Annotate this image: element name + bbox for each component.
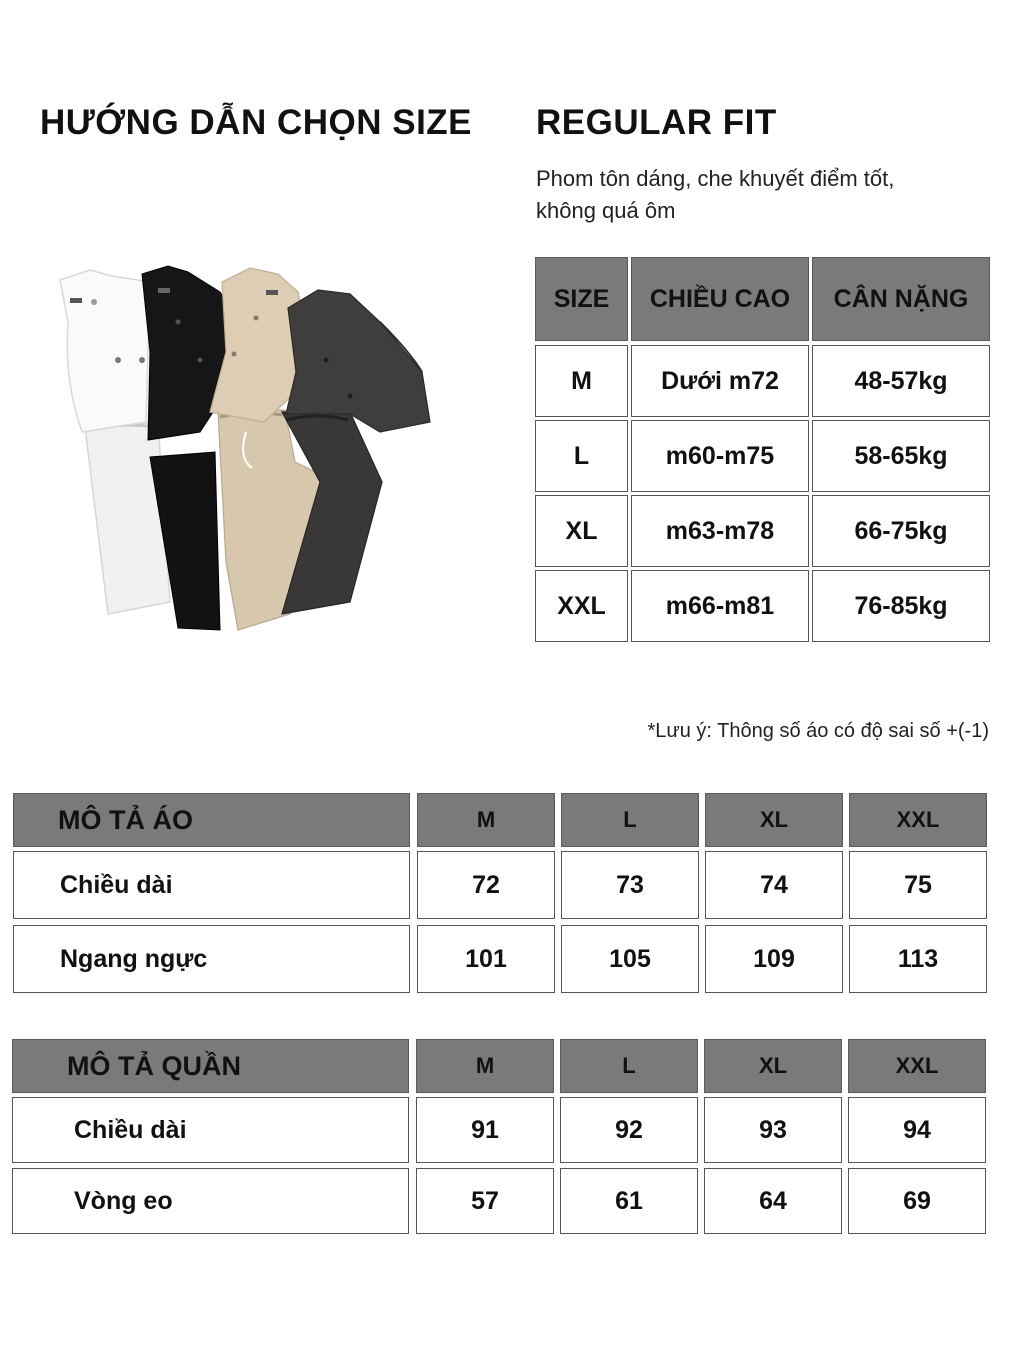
pants-table-cell: 64 (704, 1168, 842, 1234)
guide-title: HƯỚNG DẪN CHỌN SIZE (40, 103, 473, 142)
pants-table-header-size: XXL (848, 1039, 986, 1093)
size-table-header-size: SIZE (535, 257, 628, 341)
pants-table-header-size: L (560, 1039, 698, 1093)
shirt-table-row-label: Chiều dài (13, 851, 410, 919)
size-table-cell: XL (535, 495, 628, 567)
fit-description (536, 163, 1006, 227)
pants-table-cell: 92 (560, 1097, 698, 1163)
shirt-table-cell: 105 (561, 925, 699, 993)
size-table-cell: L (535, 420, 628, 492)
pants-table-cell: 94 (848, 1097, 986, 1163)
size-table-header-weight: CÂN NẶNG (812, 257, 990, 341)
product-photo-icon (50, 262, 440, 634)
size-table-cell: m66-m81 (631, 570, 809, 642)
pants-table-cell: 61 (560, 1168, 698, 1234)
size-table-cell: 66-75kg (812, 495, 990, 567)
shirt-table-cell: 75 (849, 851, 987, 919)
size-table-cell: 48-57kg (812, 345, 990, 417)
pants-table-header-size: M (416, 1039, 554, 1093)
shirt-table-cell: 113 (849, 925, 987, 993)
shirt-table-cell: 101 (417, 925, 555, 993)
pants-table-cell: 91 (416, 1097, 554, 1163)
size-table-cell: 58-65kg (812, 420, 990, 492)
fit-title: REGULAR FIT (536, 103, 777, 142)
fit-description-line-2: không quá ôm (536, 198, 676, 223)
size-table-cell: m60-m75 (631, 420, 809, 492)
size-table-cell: Dưới m72 (631, 345, 809, 417)
size-table-cell: m63-m78 (631, 495, 809, 567)
pants-table-header-size: XL (704, 1039, 842, 1093)
shirt-table-header-size: L (561, 793, 699, 847)
pants-table-cell: 93 (704, 1097, 842, 1163)
tolerance-note: *Lưu ý: Thông số áo có độ sai số +(-1) (647, 720, 989, 742)
fit-description-line-1: Phom tôn dáng, che khuyết điểm tốt, (536, 166, 895, 191)
pants-table-row-label: Chiều dài (12, 1097, 409, 1163)
size-table-cell: 76-85kg (812, 570, 990, 642)
size-table-cell: XXL (535, 570, 628, 642)
shirt-table-cell: 73 (561, 851, 699, 919)
shirt-table-cell: 72 (417, 851, 555, 919)
shirt-table-header-size: XL (705, 793, 843, 847)
shirt-table-header-label: MÔ TẢ ÁO (13, 793, 410, 847)
shirt-table-cell: 74 (705, 851, 843, 919)
size-table-header-height: CHIỀU CAO (631, 257, 809, 341)
pants-table-cell: 69 (848, 1168, 986, 1234)
shirt-table-row-label: Ngang ngực (13, 925, 410, 993)
shirt-table-header-size: XXL (849, 793, 987, 847)
size-table-cell: M (535, 345, 628, 417)
pants-table-row-label: Vòng eo (12, 1168, 409, 1234)
shirt-table-cell: 109 (705, 925, 843, 993)
shirt-table-header-size: M (417, 793, 555, 847)
pants-table-header-label: MÔ TẢ QUẦN (12, 1039, 409, 1093)
pants-table-cell: 57 (416, 1168, 554, 1234)
product-photo (50, 262, 440, 634)
